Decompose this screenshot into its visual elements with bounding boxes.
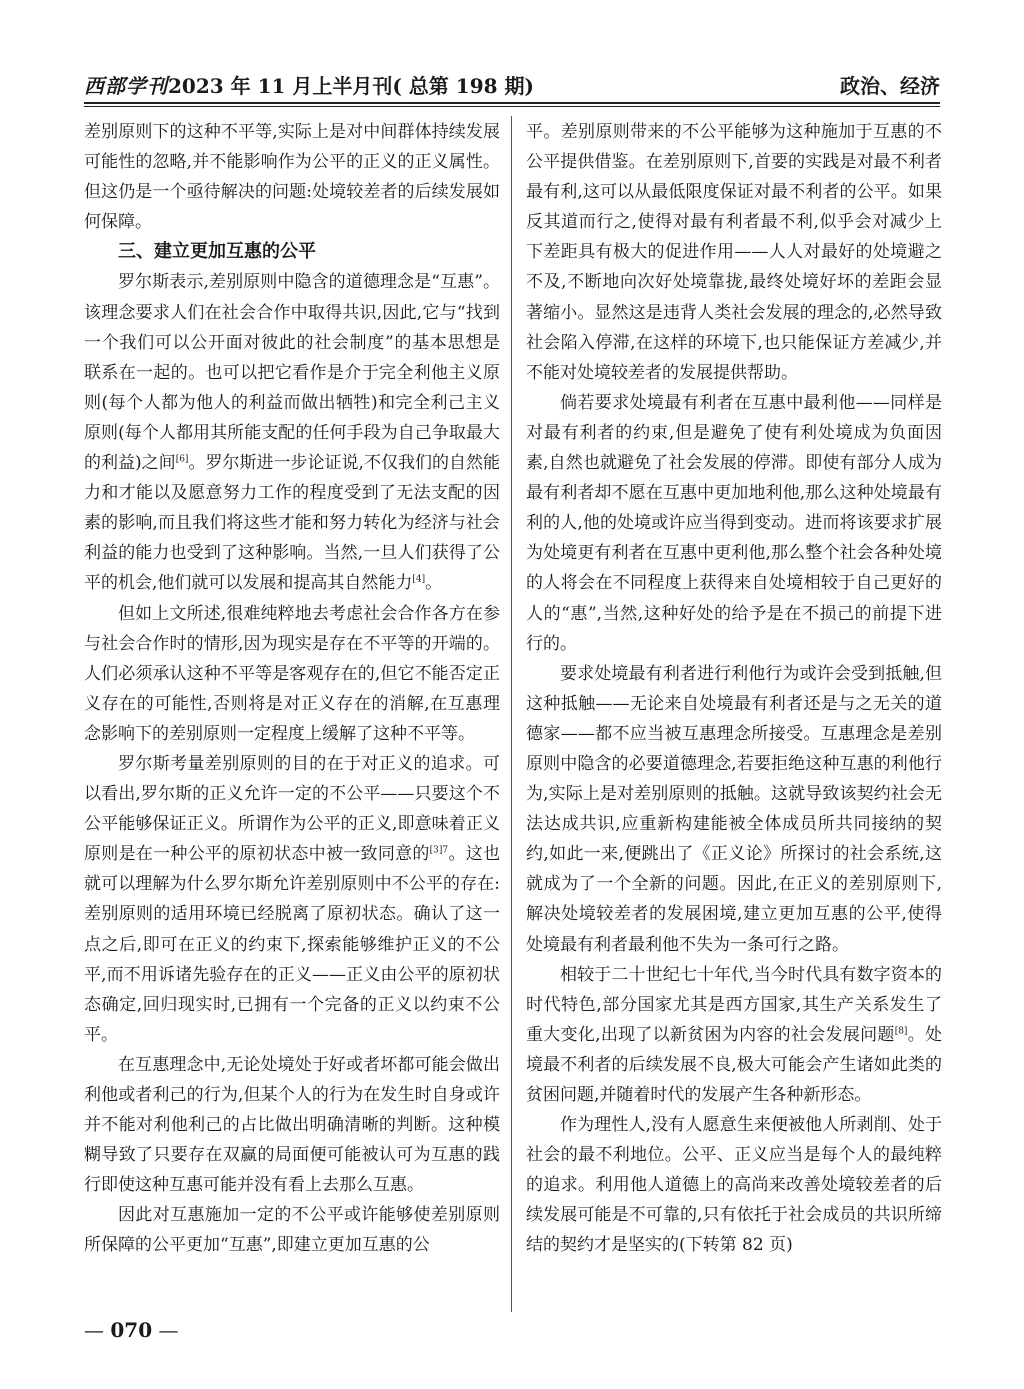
paragraph: 倘若要求处境最有利者在互惠中最利他——同样是对最有利者的约束,但是避免了使有利处境成为负面因素,自然也就避免了社会发展的停滞。即使有部分人成为最有利者却不愿在互惠中更加地利他,那么这种处境最有利的人,他的处境或许应当得到变动。进而将该要求扩展为处境更有利者在互惠中更利他,那么整个社会各种处境的人将会在不同程度上获得来自处境相较于自己更好的人的“惠”,当然,这种好处的给予是在不损己的前提下进行的。 — [526, 392, 942, 654]
citation: [6] — [175, 454, 189, 465]
page-number: 070 — [110, 1318, 153, 1342]
paragraph: 罗尔斯考量差别原则的目的在于对正义的追求。可以看出,罗尔斯的正义允许一定的不公平——只要这个不公平能够保证正义。所谓作为公平的正义,即意味着正义原则是在一种公平的原初状态中被一致同意的$^{[3]7}$。这也就可以理解为什么罗尔斯允许差别原则中不公平的存在:差别原则的适用环境已经脱离了原初状态。确认了这一点之后,即可在正义的约束下,探索能够维护正义的不公平,而不用诉诸先验存在的正义——正义由公平的原初状态确定,回归现实时,已拥有一个完备的正义以约束不公平。 — [84, 753, 501, 1045]
paragraph: 要求处境最有利者进行利他行为或许会受到抵触,但这种抵触——无论来自处境最有利者还是与之无关的道德家——都不应当被互惠理念所接受。互惠理念是差别原则中隐含的必要道德理念,若要拒绝这种互惠的利他行为,实际上是对差别原则的抵触。这就导致该契约社会无法达成共识,应重新构建能被全体成员所共同接纳的契约,如此一来,便跳出了《正义论》所探讨的社会系统,这就成为了一个全新的问题。因此,在正义的差别原则下,解决处境较差者的发展困境,建立更加互惠的公平,使得处境最有利者最利他不失为一条可行之路。 — [526, 663, 942, 955]
page-header — [84, 70, 940, 98]
column-divider — [511, 116, 512, 1312]
citation: [3]7 — [429, 845, 449, 856]
right-column — [526, 117, 942, 1261]
paragraph: 作为理性人,没有人愿意生来便被他人所剥削、处于社会的最不利地位。公平、正义应当是每个人的最纯粹的追求。利用他人道德上的高尚来改善处境较差者的后续发展可能是不可靠的,只有依托于社会成员的共识所缔结的契约才是坚实的(下转第 82 页) — [526, 1115, 942, 1256]
page-footer: — 070 — — [84, 1318, 179, 1342]
section-heading: 三、建立更加互惠的公平 — [118, 241, 316, 263]
header-rule — [84, 102, 940, 107]
paragraph: 在互惠理念中,无论处境处于好或者坏都可能会做出利他或者利己的行为,但某个人的行为在发生时自身或许并不能对利他利己的占比做出明确清晰的判断。这种模糊导致了只要存在双赢的局面便可能被认可为互惠的践行即使这种互惠可能并没有看上去那么互惠。 — [84, 1054, 500, 1196]
continued-note: (下转第 82 页) — [679, 1235, 793, 1256]
citation: [8] — [894, 1026, 908, 1037]
left-column — [84, 117, 500, 1261]
journal-logo: 西部学刊 — [84, 74, 168, 98]
paragraph: 但如上文所述,很难纯粹地去考虑社会合作各方在参与社会合作时的情形,因为现实是存在不平等的开端的。人们必须承认这种不平等是客观存在的,但它不能否定正义存在的可能性,否则将是对正义存在的消解,在互惠理念影响下的差别原则一定程度上缓解了这种不平等。 — [84, 603, 500, 744]
paragraph: 差别原则下的这种不平等,实际上是对中间群体持续发展可能性的忽略,并不能影响作为公平的正义的正义属性。但这仍是一个亟待解决的问题:处境较差者的后续发展如何保障。 — [84, 122, 500, 233]
citation: [4] — [412, 574, 426, 585]
header-left — [84, 70, 534, 99]
paragraph: 因此对互惠施加一定的不公平或许能够使差别原则所保障的公平更加“互惠”,即建立更加互惠的公 — [84, 1205, 500, 1256]
paragraph: 平。差别原则带来的不公平能够为这种施加于互惠的不公平提供借鉴。在差别原则下,首要的实践是对最不利者最有利,这可以从最低限度保证对最不利者的公平。如果反其道而行之,使得对最有利者最不利,似乎会对减少上下差距具有极大的促进作用——人人对最好的处境避之不及,不断地向次好处境靠拢,最终处境好坏的差距会显著缩小。显然这是违背人类社会发展的理念的,必然导致社会陷入停滞,在这样的环境下,也只能保证方差减少,并不能对处境较差者的发展提供帮助。 — [526, 122, 942, 383]
paragraph: 罗尔斯表示,差别原则中隐含的道德理念是“互惠”。该理念要求人们在社会合作中取得共识,因此,它与“找到一个我们可以公开面对彼此的社会制度”的基本思想是联系在一起的。也可以把它看作是介于完全利他主义原则(每个人都为他人的利益而做出牺牲)和完全利己主义原则(每个人都用其所能支配的任何手段为自己争取最大的利益)之间[6]。罗尔斯进一步论证说,不仅我们的自然能力和才能以及愿意努力工作的程度受到了无法支配的因素的影响,而且我们将这些才能和努力转化为经济与社会利益的能力也受到了这种影响。当然,一旦人们获得了公平的机会,他们就可以发展和提高其自然能力[4]。 — [84, 272, 500, 594]
section-label: 政治、经济 — [840, 74, 940, 98]
paragraph: 相较于二十世纪七十年代,当今时代具有数字资本的时代特色,部分国家尤其是西方国家,其生产关系发生了重大变化,出现了以新贫困为内容的社会发展问题[8]。处境最不利者的后续发展不良,极大可能会产生诸如此类的贫困问题,并随着时代的发展产生各种新形态。 — [526, 964, 943, 1105]
issue-info: 2023 年 11 月上半月刊( 总第 198 期) — [168, 74, 534, 98]
